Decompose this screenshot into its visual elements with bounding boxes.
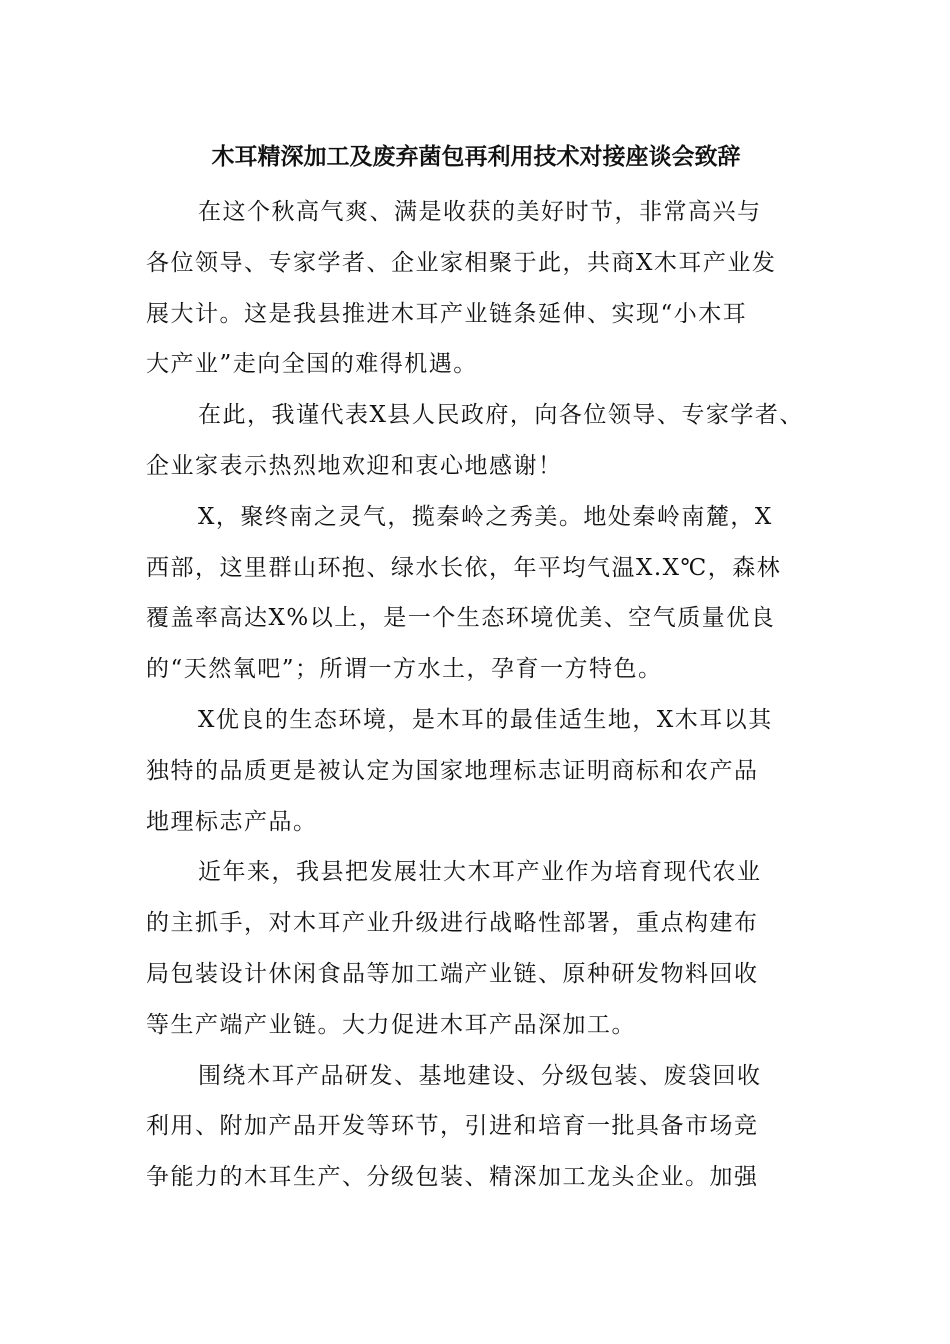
text-line: 各位领导、专家学者、企业家相聚于此，共商X木耳产业发 xyxy=(146,249,777,276)
text-line: 争能力的木耳生产、分级包装、精深加工龙头企业。加强 xyxy=(146,1164,759,1191)
text-line: 的主抓手，对木耳产业升级进行战略性部署，重点构建布 xyxy=(146,910,759,937)
document-body xyxy=(146,187,806,1203)
text-line: 局包装设计休闲食品等加工端产业链、原种研发物料回收 xyxy=(146,960,759,987)
text-line: 等生产端产业链。大力促进木耳产品深加工。 xyxy=(146,1011,636,1038)
paragraph-environment xyxy=(146,492,806,695)
document-title: 木耳精深加工及废弃菌包再利用技术对接座谈会致辞 xyxy=(211,143,741,170)
text-line: 独特的品质更是被认定为国家地理标志证明商标和农产品 xyxy=(146,757,759,784)
text-line: 围绕木耳产品研发、基地建设、分级包装、废袋回收 xyxy=(198,1062,762,1089)
text-line: 企业家表示热烈地欢迎和衷心地感谢！ xyxy=(146,452,563,479)
text-line: 地理标志产品。 xyxy=(146,808,318,835)
text-line: 利用、附加产品开发等环节，引进和培育一批具备市场竞 xyxy=(146,1113,759,1140)
paragraph-quality xyxy=(146,695,806,847)
text-line: 在此，我谨代表X县人民政府，向各位领导、专家学者、 xyxy=(198,402,804,429)
text-line: X优良的生态环境，是木耳的最佳适生地，X木耳以其 xyxy=(198,706,773,733)
text-line: 近年来，我县把发展壮大木耳产业作为培育现代农业 xyxy=(198,859,762,886)
text-line: 大产业”走向全国的难得机遇。 xyxy=(146,351,478,378)
text-line: 展大计。这是我县推进木耳产业链条延伸、实现“小木耳 xyxy=(146,300,748,327)
text-line: 在这个秋高气爽、满是收获的美好时节，非常高兴与 xyxy=(198,199,762,225)
paragraph-strategy xyxy=(146,847,806,1050)
paragraph-welcome xyxy=(146,390,806,492)
paragraph-development xyxy=(146,1051,806,1203)
text-line: 覆盖率高达X%以上，是一个生态环境优美、空气质量优良 xyxy=(146,605,776,632)
paragraph-greeting xyxy=(146,187,806,390)
text-line: 西部，这里群山环抱、绿水长依，年平均气温X.X℃，森林 xyxy=(146,554,782,581)
text-line: X，聚终南之灵气，揽秦岭之秀美。地处秦岭南麓，X xyxy=(198,503,773,530)
text-line: 的“天然氧吧”；所谓一方水土，孕育一方特色。 xyxy=(146,656,663,683)
